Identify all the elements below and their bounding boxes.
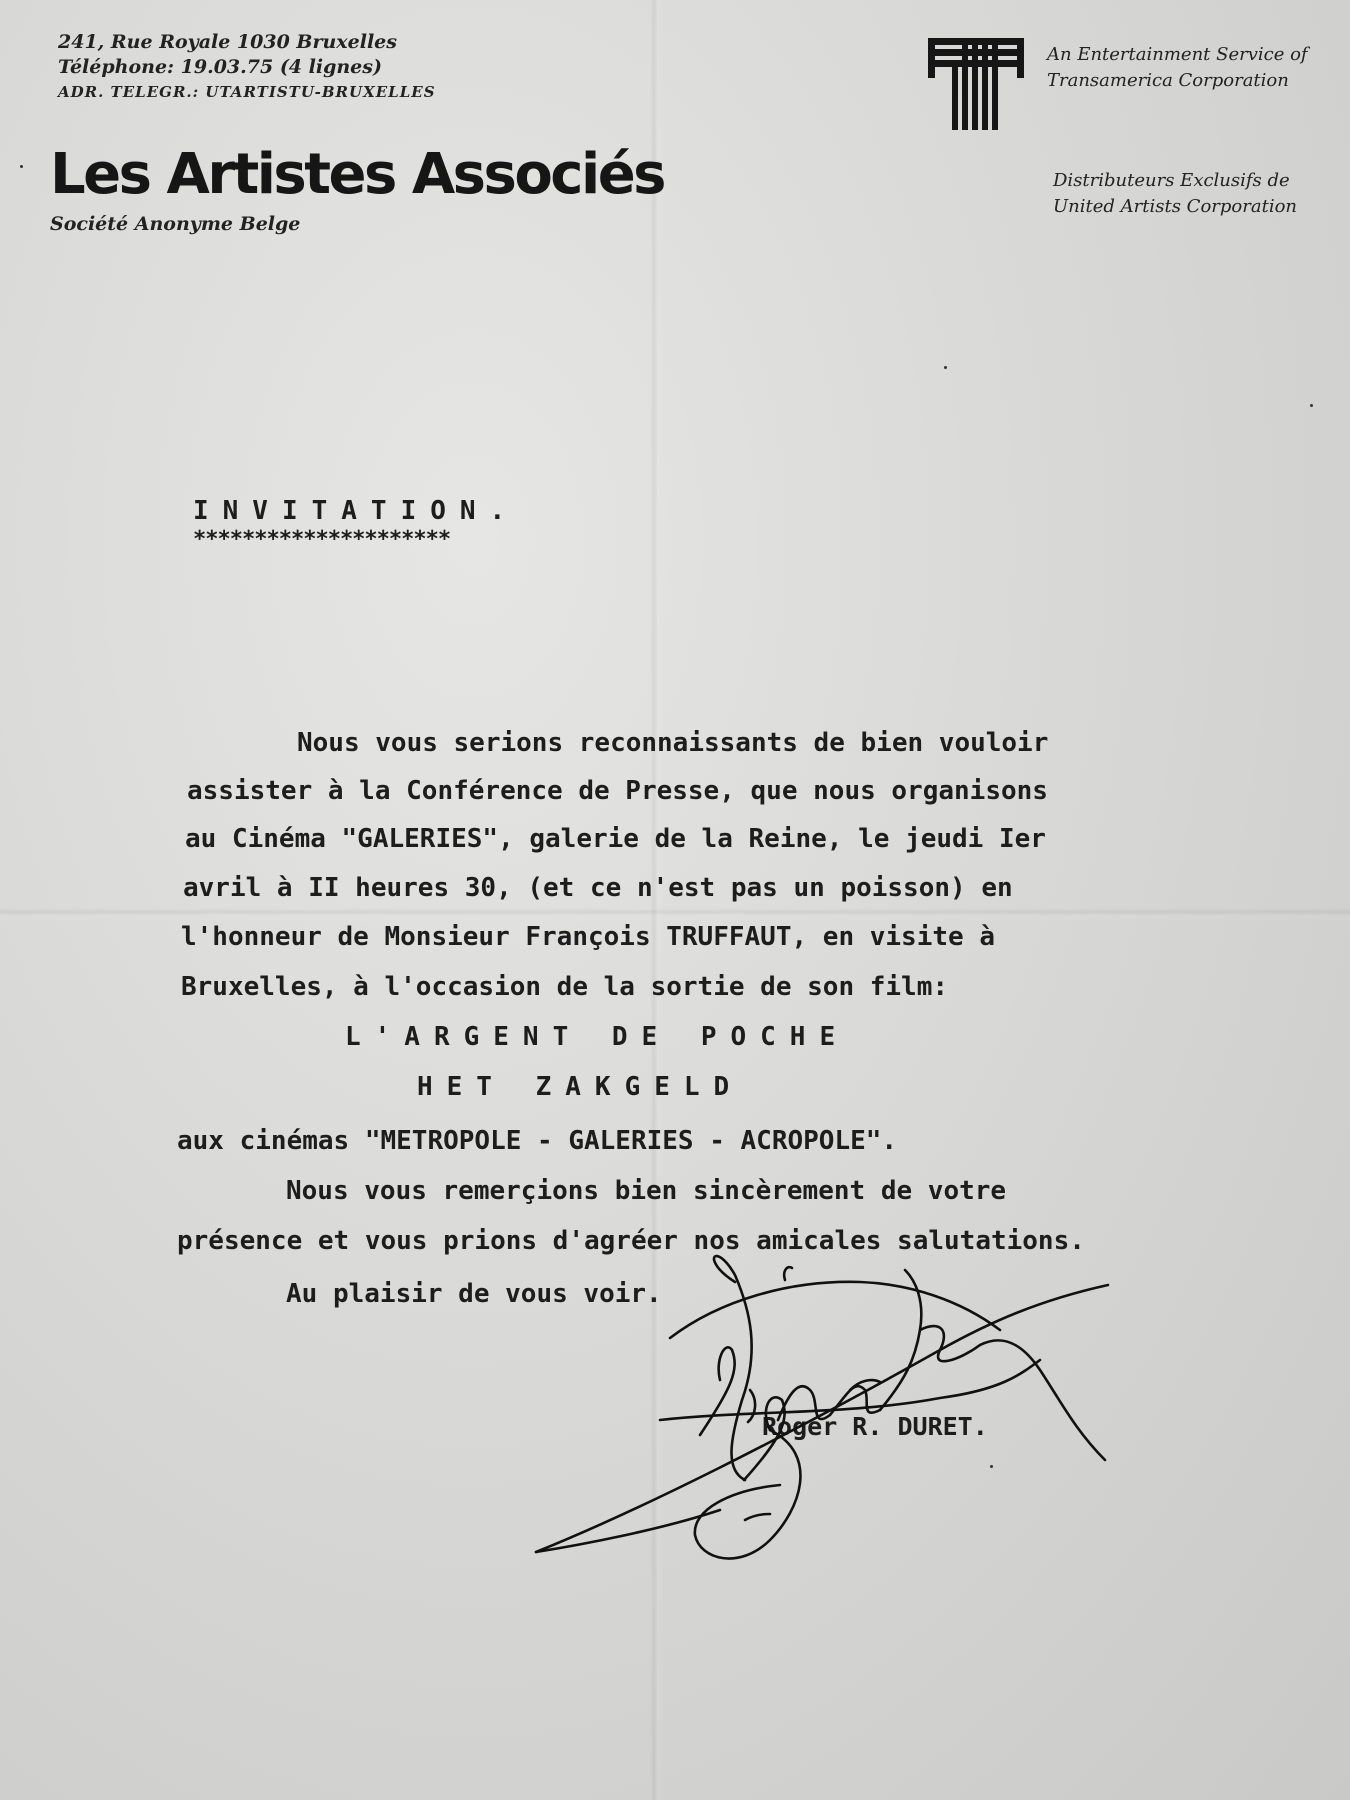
paper-speck xyxy=(1310,404,1313,407)
address-telegram: ADR. TELEGR.: UTARTISTU-BRUXELLES xyxy=(58,83,436,101)
letterhead-address xyxy=(58,30,436,105)
handwritten-signature xyxy=(520,1240,1120,1600)
cinemas-line: aux cinémas "METROPOLE - GALERIES - ACROPOLE". xyxy=(177,1126,898,1156)
closing-line: Au plaisir de vous voir. xyxy=(286,1279,662,1309)
paper-speck xyxy=(990,1465,993,1468)
invitation-heading: INVITATION. xyxy=(193,496,520,526)
film-title-french: L'ARGENT DE POCHE xyxy=(345,1022,850,1052)
body-line: Nous vous serions reconnaissants de bien vouloir xyxy=(297,728,1049,758)
company-subtitle: Société Anonyme Belge xyxy=(50,213,301,235)
service-line-2: Transamerica Corporation xyxy=(1047,70,1289,91)
address-street: 241, Rue Royale 1030 Bruxelles xyxy=(58,31,397,53)
distributor-line-1: Distributeurs Exclusifs de xyxy=(1053,170,1290,191)
paper-speck xyxy=(20,165,23,168)
film-title-dutch: HET ZAKGELD xyxy=(417,1072,744,1102)
body-line: Bruxelles, à l'occasion de la sortie de son film: xyxy=(181,972,949,1002)
service-statement xyxy=(1047,42,1308,94)
heading-asterisk-underline: ********************* xyxy=(193,527,451,552)
paper-speck xyxy=(944,366,947,369)
body-line: assister à la Conférence de Presse, que nous organisons xyxy=(187,776,1048,806)
address-phone: Téléphone: 19.03.75 (4 lignes) xyxy=(58,56,382,78)
company-name: Les Artistes Associés xyxy=(50,142,665,207)
body-line: présence et vous prions d'agréer nos amicales salutations. xyxy=(177,1226,1085,1256)
body-line: avril à II heures 30, (et ce n'est pas un poisson) en xyxy=(183,873,1013,903)
service-line-1: An Entertainment Service of xyxy=(1047,44,1308,65)
distributor-line-2: United Artists Corporation xyxy=(1053,196,1298,217)
transamerica-t-logo-icon xyxy=(928,38,1024,130)
distributor-statement xyxy=(1053,168,1297,220)
body-line: au Cinéma "GALERIES", galerie de la Reine, le jeudi Ier xyxy=(185,824,1046,854)
signatory-name: Roger R. DURET. xyxy=(762,1412,988,1441)
body-line: l'honneur de Monsieur François TRUFFAUT, en visite à xyxy=(181,922,995,952)
body-line: Nous vous remerçions bien sincèrement de votre xyxy=(286,1176,1007,1206)
